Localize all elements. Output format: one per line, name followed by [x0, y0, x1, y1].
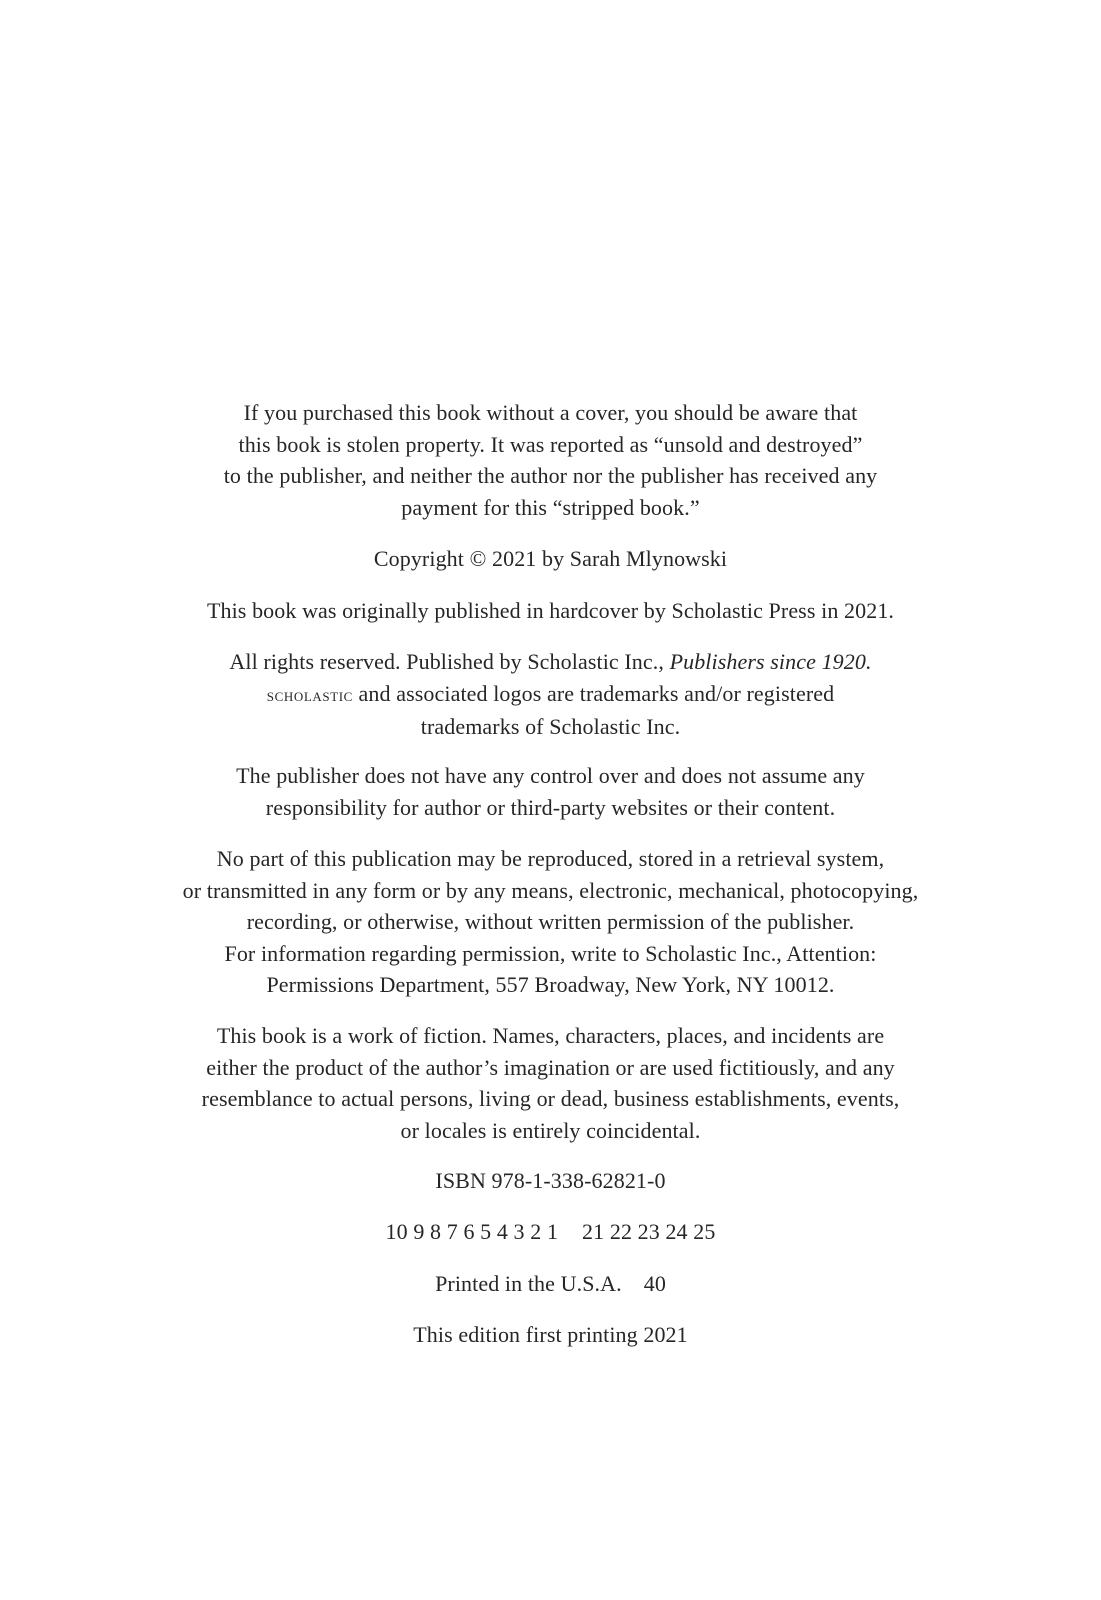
rights-line-3: trademarks of Scholastic Inc. [420, 714, 681, 739]
disclaimer-line: The publisher does not have any control over and does not assume any [236, 763, 865, 788]
reproduction-line: or transmitted in any form or by any means, electronic, mechanical, photocopying, [182, 877, 919, 903]
original-publication-text: This book was originally published in hardcover by Scholastic Press in 2021. [206, 598, 895, 623]
isbn-text: ISBN 978-1-338-62821-0 [435, 1168, 666, 1193]
edition-line [0, 1319, 1101, 1351]
edition-text: This edition first printing 2021 [413, 1322, 688, 1347]
impression-numbers: 10 9 8 7 6 5 4 3 2 1 [385, 1219, 559, 1244]
reproduction-line: recording, or otherwise, without written permission of the publisher. [246, 909, 855, 934]
rights-text: All rights reserved. Published by Scholastic Inc., [229, 649, 670, 674]
year-numbers: 21 22 23 24 25 [582, 1219, 716, 1244]
fiction-line: or locales is entirely coincidental. [400, 1117, 701, 1143]
trademark-text: and associated logos are trademarks and/or registered [352, 680, 835, 706]
reproduction-notice [0, 843, 1101, 1001]
isbn-line [0, 1165, 1101, 1197]
fiction-disclaimer [0, 1020, 1101, 1146]
notice-line: If you purchased this book without a cover, you should be aware that [243, 400, 858, 425]
publishers-since-text: Publishers since 1920. [669, 649, 872, 674]
scholastic-trademark: scholastic [266, 684, 353, 706]
notice-line: payment for this “stripped book.” [401, 494, 700, 520]
copyright-text: Copyright © 2021 by Sarah Mlynowski [373, 546, 728, 571]
notice-line: this book is stolen property. It was reported as “unsold and destroyed” [238, 431, 863, 457]
printing-number-line [0, 1216, 1101, 1248]
notice-line: to the publisher, and neither the author nor the publisher has received any [223, 463, 878, 488]
printed-in [0, 1268, 1101, 1300]
printer-code: 40 [643, 1271, 666, 1296]
reproduction-line: No part of this publication may be reproduced, stored in a retrieval system, [216, 846, 885, 871]
publisher-disclaimer [0, 760, 1101, 823]
reproduction-line: Permissions Department, 557 Broadway, New York, NY 10012. [266, 972, 835, 997]
copyright-line [0, 543, 1101, 575]
rights-line-2 [0, 678, 1101, 712]
reproduction-line: For information regarding permission, write to Scholastic Inc., Attention: [224, 940, 877, 966]
printed-country: Printed in the U.S.A. [435, 1271, 622, 1296]
fiction-line: This book is a work of fiction. Names, characters, places, and incidents are [216, 1023, 885, 1048]
printed-in-line [0, 1268, 1101, 1300]
printing-numbers [0, 1216, 1101, 1248]
original-publication-line [0, 595, 1101, 627]
rights-line-1 [0, 646, 1101, 678]
disclaimer-line: responsibility for author or third-party websites or their content. [265, 794, 836, 820]
fiction-line: resemblance to actual persons, living or dead, business establishments, events, [201, 1086, 900, 1111]
rights-statement [0, 646, 1101, 743]
stripped-book-notice [0, 397, 1101, 523]
fiction-line: either the product of the author’s imagination or are used fictitiously, and any [206, 1054, 895, 1080]
